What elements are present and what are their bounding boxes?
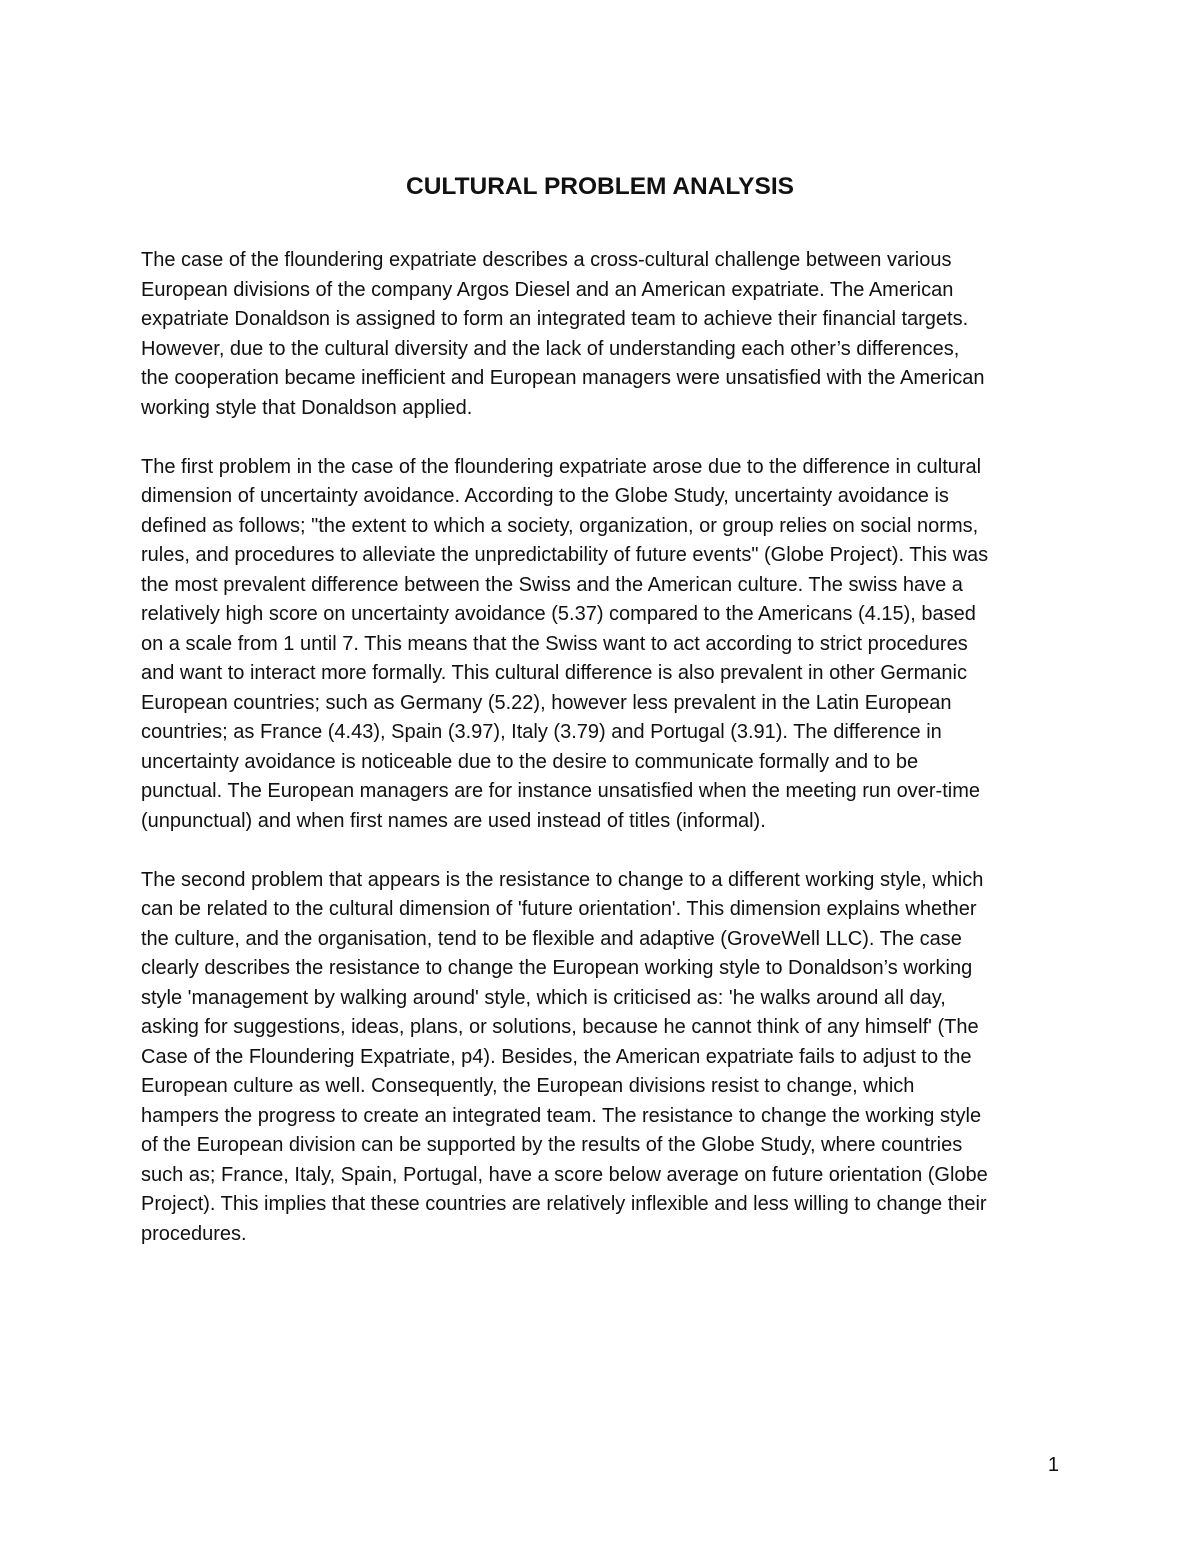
text-line: rules, and procedures to alleviate the unpredictability of future events" (Globe Project). This was — [141, 544, 989, 566]
text-line: can be related to the cultural dimension of 'future orientation'. This dimension explains whether — [141, 898, 977, 920]
text-line: expatriate Donaldson is assigned to form an integrated team to achieve their financial targets. — [141, 308, 969, 330]
text-line: on a scale from 1 until 7. This means that the Swiss want to act according to strict procedures — [141, 632, 968, 655]
text-line: the most prevalent difference between the Swiss and the American culture. The swiss have a — [141, 573, 963, 596]
text-line: of the European division can be supported by the results of the Globe Study, where countries — [141, 1134, 963, 1156]
text-line: European divisions of the company Argos Diesel and an American expatriate. The American — [141, 278, 954, 301]
text-line: uncertainty avoidance is noticeable due to the desire to communicate formally and to be — [141, 750, 919, 773]
text-line: punctual. The European managers are for instance unsatisfied when the meeting run over-time — [141, 780, 981, 802]
text-line: European culture as well. Consequently, the European divisions resist to change, which — [141, 1075, 915, 1097]
text-line: However, due to the cultural diversity and the lack of understanding each other’s differences, — [141, 337, 960, 360]
text-line: hampers the progress to create an integrated team. The resistance to change the working style — [141, 1104, 982, 1127]
text-line: The case of the floundering expatriate describes a cross-cultural challenge between various — [141, 249, 952, 271]
text-line: procedures. — [141, 1222, 247, 1245]
paragraph-first-problem — [141, 453, 1061, 837]
text-line: asking for suggestions, ideas, plans, or solutions, because he cannot think of any himself' (The — [141, 1016, 979, 1038]
paragraph-second-problem — [141, 866, 1061, 1250]
text-line: countries; as France (4.43), Spain (3.97), Italy (3.79) and Portugal (3.91). The difference in — [141, 721, 942, 743]
text-line: Project). This implies that these countries are relatively inflexible and less willing to change their — [141, 1193, 987, 1215]
text-line: and want to interact more formally. This cultural difference is also prevalent in other Germanic — [141, 662, 967, 684]
text-line: dimension of uncertainty avoidance. According to the Globe Study, uncertainty avoidance is — [141, 485, 949, 507]
document-body — [141, 246, 1061, 1249]
paragraph-intro — [141, 246, 1061, 423]
text-line: clearly describes the resistance to change the European working style to Donaldson’s working — [141, 957, 973, 979]
text-line: Case of the Floundering Expatriate, p4). Besides, the American expatriate fails to adjust to the — [141, 1045, 972, 1068]
text-line: relatively high score on uncertainty avoidance (5.37) compared to the Americans (4.15), based — [141, 603, 976, 625]
document-title: CULTURAL PROBLEM ANALYSIS — [406, 173, 794, 200]
text-line: European countries; such as Germany (5.22), however less prevalent in the Latin European — [141, 691, 952, 714]
text-line: the cooperation became inefficient and European managers were unsatisfied with the American — [141, 367, 985, 389]
text-line: (unpunctual) and when first names are used instead of titles (informal). — [141, 809, 766, 832]
text-line: defined as follows; "the extent to which a society, organization, or group relies on social norms, — [141, 514, 979, 537]
page-number: 1 — [1047, 1454, 1059, 1476]
text-line: style 'management by walking around' style, which is criticised as: 'he walks around all day, — [141, 986, 946, 1009]
text-line: The first problem in the case of the floundering expatriate arose due to the difference in cultural — [141, 455, 982, 478]
text-line: working style that Donaldson applied. — [141, 396, 473, 419]
text-line: The second problem that appears is the resistance to change to a different working style, which — [141, 868, 984, 891]
text-line: the culture, and the organisation, tend to be flexible and adaptive (GroveWell LLC). The case — [141, 927, 962, 950]
text-line: such as; France, Italy, Spain, Portugal, have a score below average on future orientation (Globe — [141, 1163, 988, 1186]
